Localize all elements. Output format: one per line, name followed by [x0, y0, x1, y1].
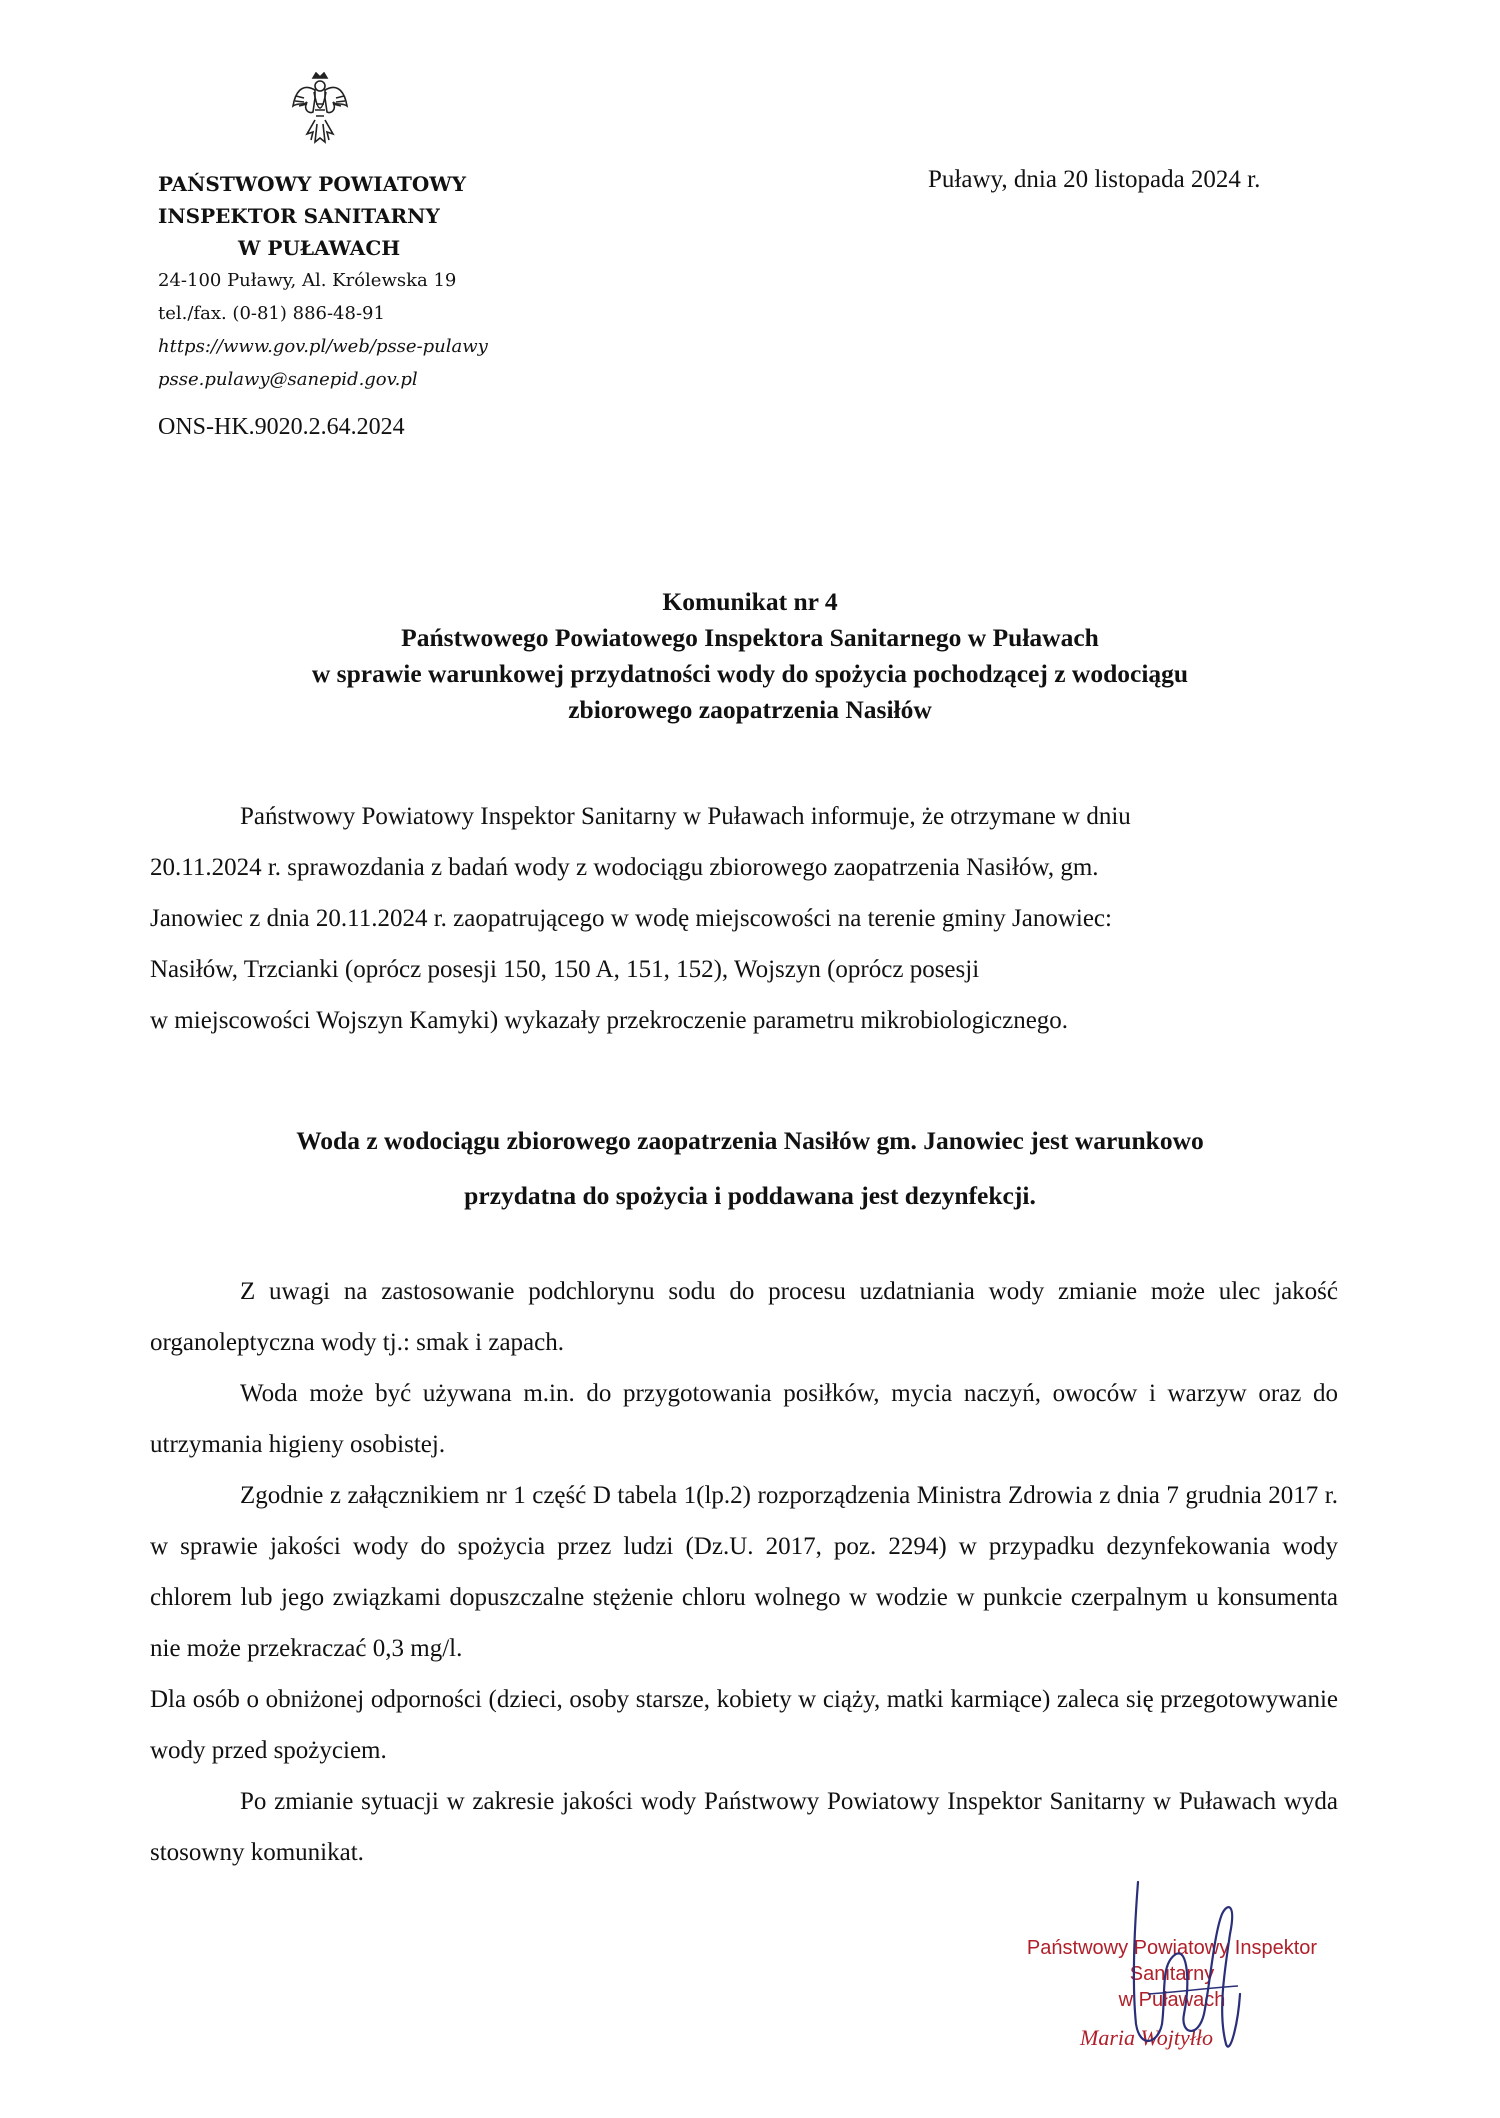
- intro-line-3: Janowiec z dnia 20.11.2024 r. zaopatrującego w wodę miejscowości na terenie gminy Janowiec:: [150, 905, 1112, 932]
- highlight-statement: [150, 1113, 1350, 1223]
- contact-block: [158, 264, 538, 396]
- title-line-3: w sprawie warunkowej przydatności wody do spożycia pochodzącej z wodociągu: [311, 659, 1189, 688]
- paragraph-usage: Woda może być używana m.in. do przygotowania posiłków, mycia naczyń, owoców i warzyw oraz do utrzymania higieny osobistej.: [150, 1380, 1338, 1458]
- highlight-line-1: Woda z wodociągu zbiorowego zaopatrzenia Nasiłów gm. Janowiec jest warunkowo: [296, 1126, 1204, 1155]
- address: 24-100 Puławy, Al. Królewska 19: [158, 270, 457, 291]
- intro-line-5: w miejscowości Wojszyn Kamyki) wykazały przekroczenie parametru mikrobiologicznego.: [150, 1007, 1069, 1034]
- letter-date: Puławy, dnia 20 listopada 2024 r.: [928, 166, 1261, 193]
- title-line-1: Komunikat nr 4: [662, 587, 838, 616]
- email-link[interactable]: psse.pulawy@sanepid.gov.pl: [158, 369, 418, 390]
- paragraph-regulation: Zgodnie z załącznikiem nr 1 część D tabela 1(lp.2) rozporządzenia Ministra Zdrowia z dnia 7 grudnia 2017 r. w sprawie jakości wody do spożycia przez ludzi (Dz.U. 2017, poz. 2294) w przypadku dezynfekowania wody chlorem lub jego związkami dopuszczalne stężenie chloru wolnego w wodzie w punkcie czerpalnym u konsumenta nie może przekraczać 0,3 mg/l.: [150, 1482, 1338, 1662]
- phone: tel./fax. (0-81) 886-48-91: [158, 303, 385, 324]
- sender-header: [158, 168, 538, 441]
- intro-line-4: Nasiłów, Trzcianki (oprócz posesji 150, 150 A, 151, 152), Wojszyn (oprócz posesji: [150, 956, 980, 983]
- org-line-3: W PUŁAWACH: [238, 236, 401, 260]
- stamp-line-1: Państwowy Powiatowy Inspektor Sanitarny: [1026, 1937, 1318, 1985]
- paragraph-recommendation: Dla osób o obniżonej odporności (dzieci, osoby starsze, kobiety w ciąży, matki karmiące) zaleca się przegotowywanie wody przed spożyciem.: [150, 1686, 1338, 1764]
- website-link[interactable]: https://www.gov.pl/web/psse-pulawy: [158, 336, 488, 357]
- document-title: [150, 584, 1350, 728]
- reference-number: ONS-HK.9020.2.64.2024: [158, 414, 405, 440]
- stamp-line-2: w Puławach: [1118, 1989, 1226, 2011]
- organization-name: [158, 168, 538, 264]
- org-line-1: PAŃSTWOWY POWIATOWY: [158, 172, 467, 196]
- intro-paragraph: [150, 791, 1338, 1046]
- paragraph-disinfection: Z uwagi na zastosowanie podchlorynu sodu do procesu uzdatniania wody zmianie może ulec jakość organoleptyczna wody tj.: smak i zapach.: [150, 1278, 1338, 1356]
- title-line-2: Państwowego Powiatowego Inspektora Sanitarnego w Puławach: [401, 623, 1099, 652]
- highlight-line-2: przydatna do spożycia i poddawana jest dezynfekcji.: [464, 1181, 1036, 1210]
- title-line-4: zbiorowego zaopatrzenia Nasiłów: [568, 695, 932, 724]
- handwritten-signature-icon: [1118, 1874, 1268, 2064]
- intro-line-2: 20.11.2024 r. sprawozdania z badań wody z wodociągu zbiorowego zaopatrzenia Nasiłów, gm.: [150, 854, 1099, 881]
- intro-line-1: Państwowy Powiatowy Inspektor Sanitarny w Puławach informuje, że otrzymane w dniu: [240, 803, 1131, 830]
- body-text: [150, 1266, 1338, 1878]
- org-line-2: INSPEKTOR SANITARNY: [158, 204, 440, 228]
- paragraph-closing: Po zmianie sytuacji w zakresie jakości wody Państwowy Powiatowy Inspektor Sanitarny w Puławach wyda stosowny komunikat.: [150, 1788, 1338, 1866]
- eagle-emblem-icon: [291, 72, 349, 148]
- signatory-name: Maria Wojtyłło: [1080, 2025, 1214, 2050]
